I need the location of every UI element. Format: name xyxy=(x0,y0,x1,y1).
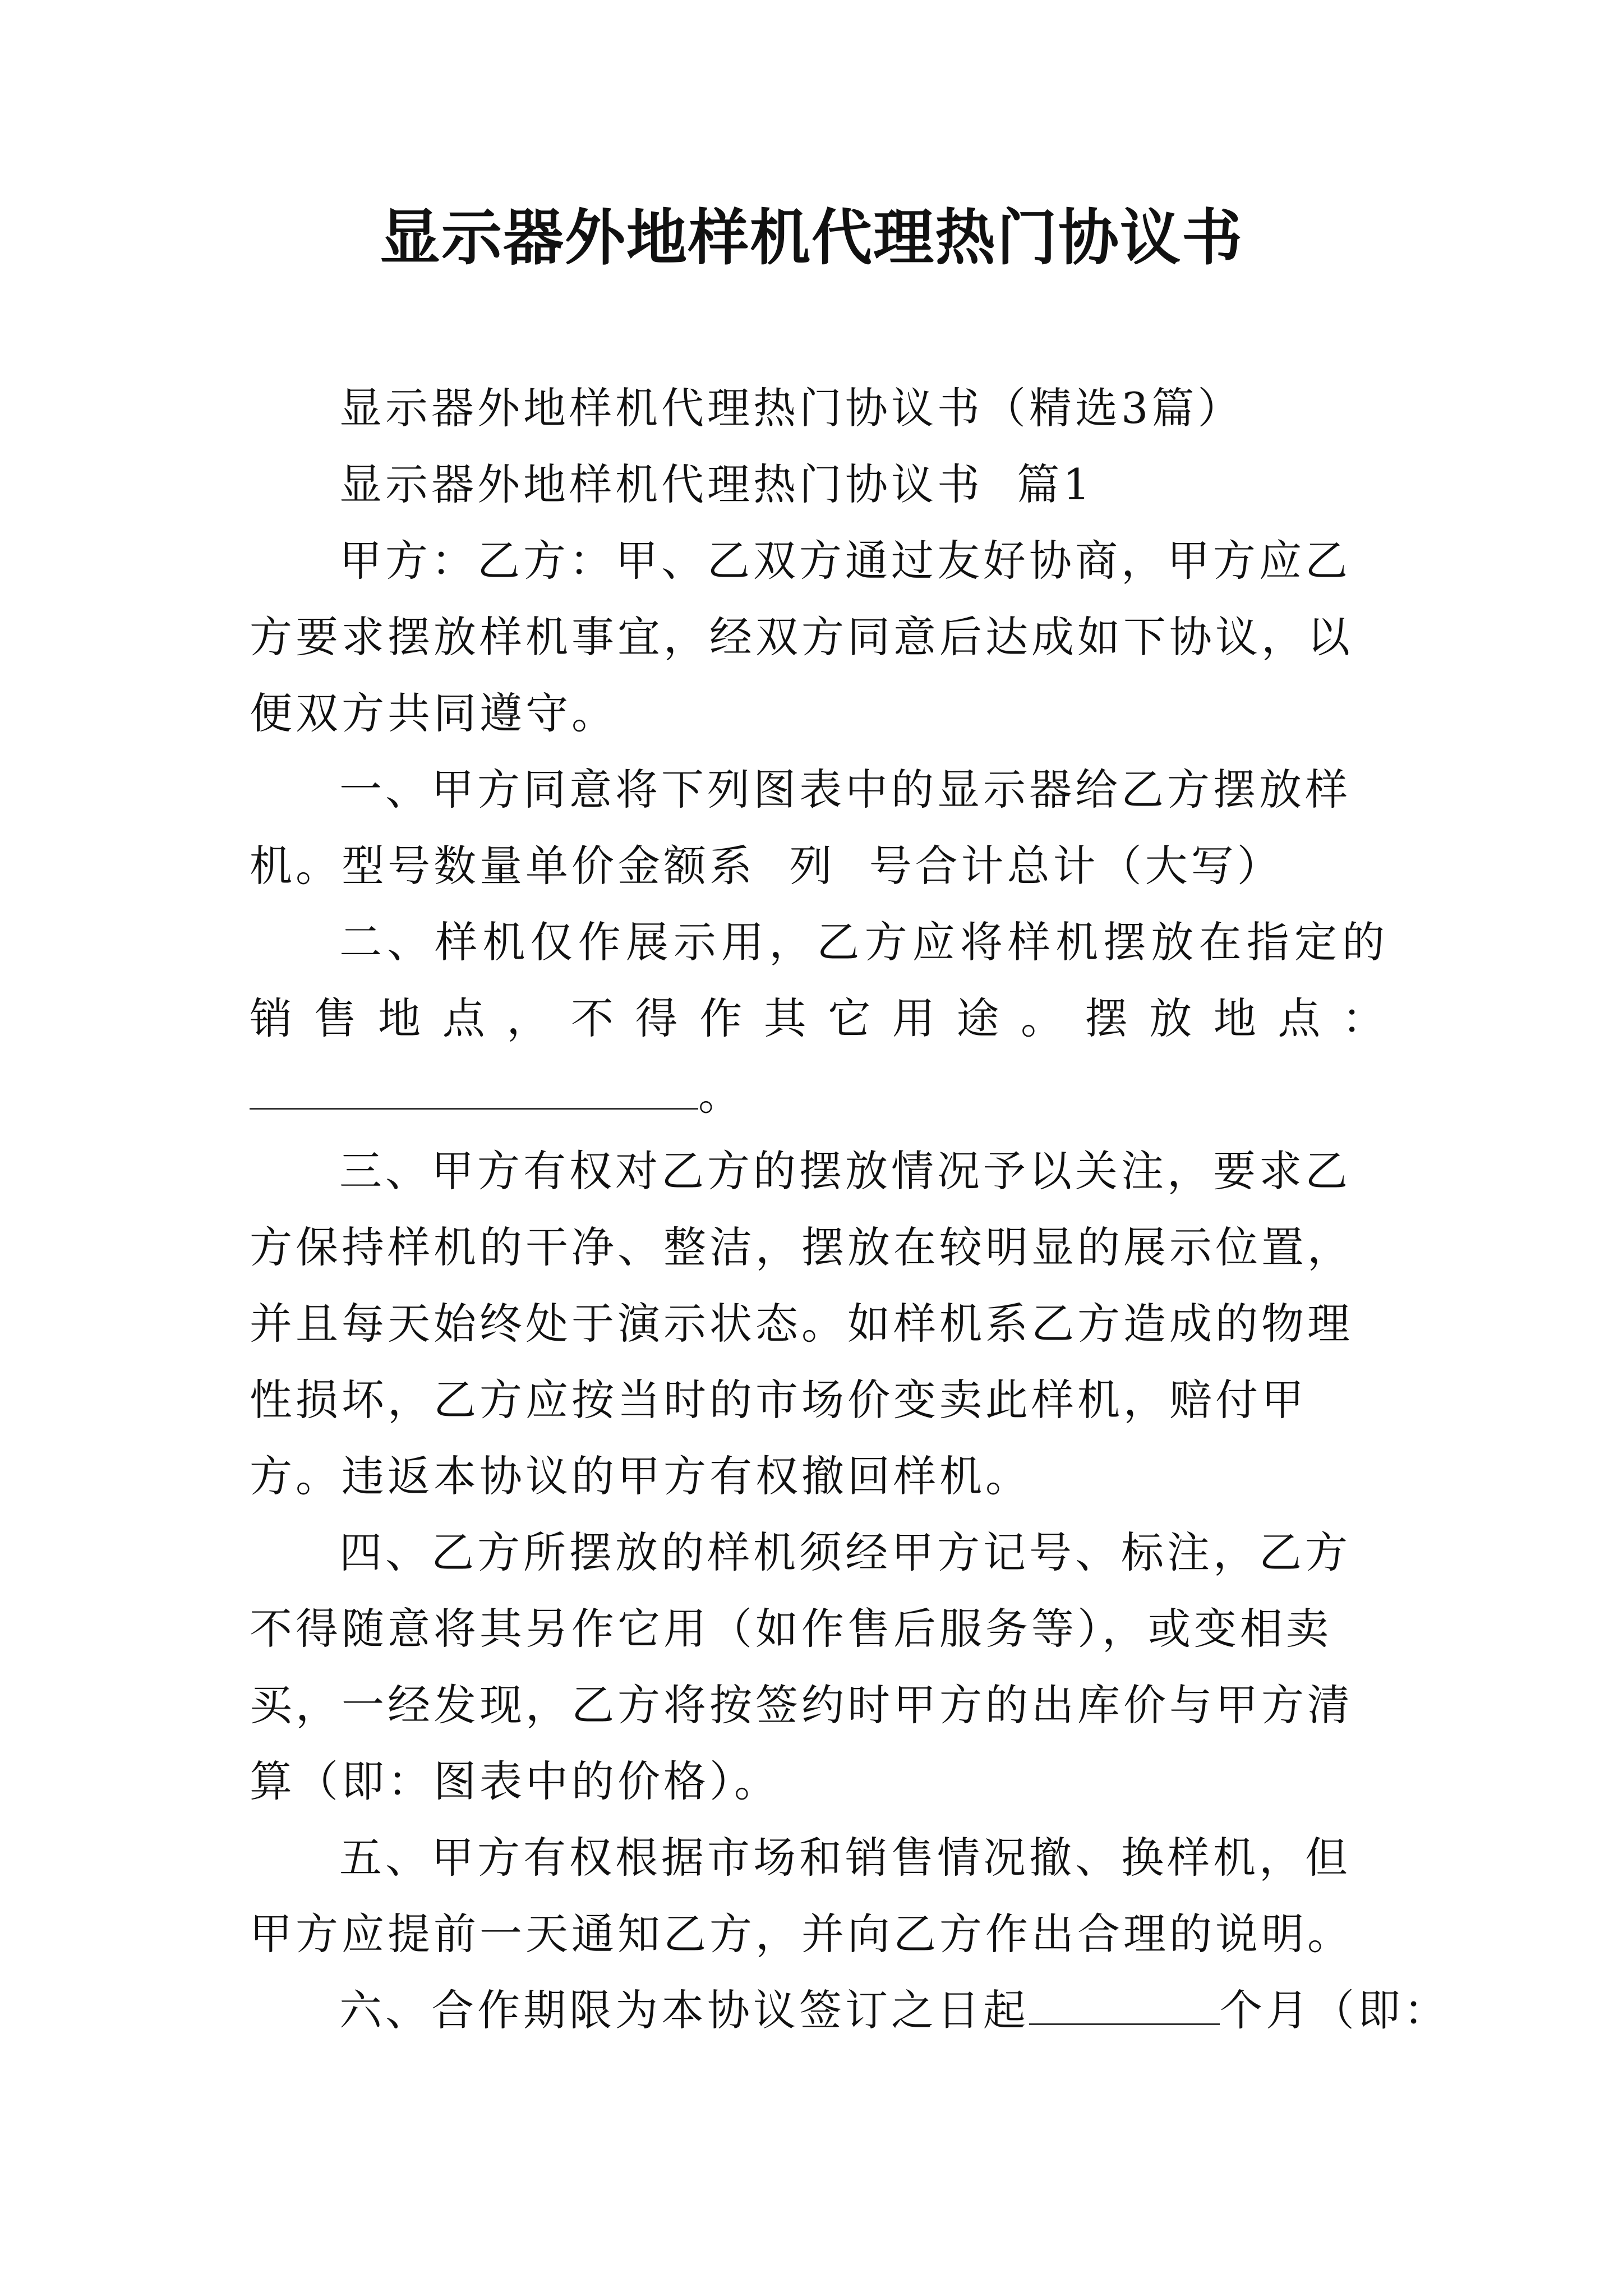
section-heading: 显示器外地样机代理热门协议书 篇1 xyxy=(339,459,1094,509)
subtitle: 显示器外地样机代理热门协议书（精选3篇） xyxy=(339,383,1244,433)
clause-2-text: 二、样机仅作展示用，乙方应将样机摆放在指定的销售地点，不得作其它用途。摆放地点： xyxy=(250,917,1388,1043)
months-blank[interactable] xyxy=(1029,1990,1220,2025)
clause-5: 五、甲方有权根据市场和销售情况撤、换样机，但甲方应提前一天通知乙方，并向乙方作出合理的说明。 xyxy=(250,1833,1353,1959)
intro-paragraph: 甲方：乙方：甲、乙双方通过友好协商，甲方应乙方要求摆放样机事宜，经双方同意后达成如下协议，以便双方共同遵守。 xyxy=(250,536,1353,738)
clause-3: 三、甲方有权对乙方的摆放情况予以关注，要求乙方保持样机的干净、整洁，摆放在较明显的展示位置，并且每天始终处于演示状态。如样机系乙方造成的物理性损坏，乙方应按当时的市场价变卖此样机，赔付甲方。违返本协议的甲方有权撤回样机。 xyxy=(250,1146,1353,1501)
clause-6-start: 六、合作期限为本协议签订之日起 xyxy=(339,1985,1029,2035)
clause-2 xyxy=(250,904,1388,1133)
clause-4: 四、乙方所摆放的样机须经甲方记号、标注，乙方不得随意将其另作它用（如作售后服务等），或变相卖买，一经发现，乙方将按签约时甲方的出库价与甲方清算（即：图表中的价格）。 xyxy=(250,1527,1353,1806)
clause-1: 一、甲方同意将下列图表中的显示器给乙方摆放样机。型号数量单价金额系 列 号合计总计（大写） xyxy=(250,765,1351,891)
clause-2-blank-line xyxy=(250,1057,1388,1133)
document-title: 显示器外地样机代理热门协议书 xyxy=(379,203,1243,273)
clause-2-end: 。 xyxy=(698,1070,744,1120)
clause-6-end: 个月（即： xyxy=(1220,1985,1450,2035)
document-body xyxy=(250,370,1450,2049)
location-blank[interactable] xyxy=(250,1074,698,1110)
clause-6 xyxy=(250,1972,1450,2049)
